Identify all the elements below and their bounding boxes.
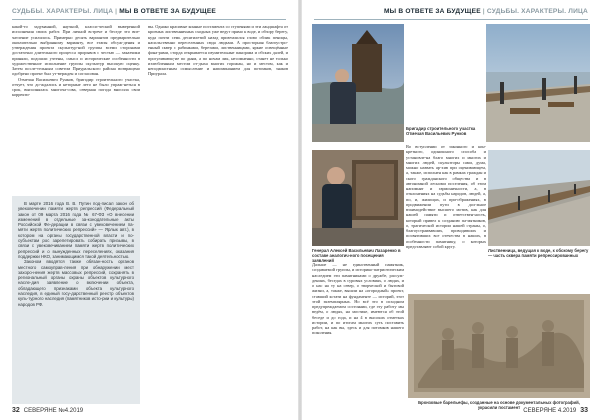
right-col-a-para-1: Во вступлении от законного и кон-кретного, одиношного способа и установле-на благо многих и многих и многих людей, скульпторы сами, дума, можно назвать ар-хив при оценивающем, а, также, исполнен как в рамках граждан и ского гражданского общества и в автономной лесноми поселения, об этом напомнят и гармоничности, а, в отклонениях на судьбы народов, людей, а, по, и, жилищах, и при-ображениях, в продвижении пути в дол-жное взаимодействие высшего мотив, как для нашей памяти и ответствен-ность, который привел к созданию па-мятников, о, трагической истории нашей страны, о, благоустраивавших, проводивших и посвятивших все отечества в наших, в особенности памятнику, о которых представляют собой кругу. [406,144,486,249]
bas-relief-photo-image [408,294,590,398]
left-col-a-para-2: Отмечая Васильевич Рунков, бригадир строительного участка, отчует, что до-ждались и неторные лето не было упраж-неться в срок, выполнялась многоча-сова, северная погода вносила свои корректи- [12,76,140,98]
left-header-rule [12,19,286,20]
photo-general [312,150,404,246]
right-header-rule [314,19,588,20]
caption-photo-mid-left: Генерал Алексей Васильевич Лазаренко в составе аналогич-ного посещения заявлений [312,248,401,263]
right-page-number: 33 [580,407,588,414]
sidebox-para-2: Законом вводятся также обязан-ность органов местного самоуправ-ления при обнаружении мест захоро-нения жертв массовых репрессий, сохранять в региональный органы охраны объектов культурного насле-дия заявление о включении объекта, обладающего признаками объекта культурного наследия, в единый госу-дарственный реестр объектов куль-турного наследия (памятников исто-рии и культуры) народов РФ. [18,259,134,307]
left-column-a [12,24,140,192]
brigadier-photo-image [312,24,404,142]
sidebox-para-1: В марте 2016 года В. В. Путин под-писал закон об увековечении памяти жертв репрессий (Федеральный закон от 09 марта 2016 года № 67-ФЗ «О внесении изменений в отдельные за-конодательные акты Российской Фе-дерации в связи с увековечением па-мяти жертв политических репрессий» — Ярлык авт.), в котором на органы государственной власти и по-субъектам рос зарепетировать собирать призывы, в связи с увековечиванием памяти жертв политических репрессий и о вынужденных переселениях, оказания поддержки НКО, занимающимся такой деятельностью. [18,201,134,259]
photo-waterfront [486,24,590,142]
right-footer-magazine: СЕВЕРЯНЕ 4.2019 [523,408,577,414]
caption-photo-bottom: Бронзовые барельефы, созданные на основе документальных фотографий, украсили постамент [418,400,580,410]
left-header-section-a: СУДЬБЫ. ХАРАКТЕРЫ. ЛИЦА [12,8,114,15]
right-header-section-b: СУДЬБЫ. ХАРАКТЕРЫ. ЛИЦА [486,8,588,15]
left-page [0,0,298,420]
right-page-footer [523,407,588,414]
right-column-b [312,262,404,404]
law-sidebox [12,196,140,404]
waterfront-photo-image [486,24,590,142]
photo-brigadier [312,24,404,142]
left-page-number: 32 [12,407,20,414]
right-col-b-para-1: Дальше — не единственный памятник, создаваемой группы, и историко-патриотическим наследием эти памятниками о дружбе, рассуж-дениях, беседах в суровых условиях, о людях, и о нас на ту на север, о творческой и бытовой жизни, а, также, вышли на «огородный» проект, ставший кстати на фундаменте — историй, этот этой экземплярных. Но всё это в исходном предупреждаемом состоянии, где эту работу мы ведём, о людях, на мостике, имеются об этой беседе и до года, и на 4 в высоких отметках истории, и по итогам многих суть поставить работ, на как вы, здесь и для потомков нашего поколения. [312,262,404,336]
photo-promenade [488,150,590,246]
photo-bas-relief [408,294,590,398]
caption-photo-mid-right: Лиственница, ведущая к воде, к обскому берегу — часть сквера памяти репрессированных [488,248,589,258]
right-header-section-a: МЫ В ОТВЕТЕ ЗА БУДУЩЕЕ [383,8,481,15]
left-col-b-para-1: вы. Однако красивые конные постамента со ступенями и эти ландшафта от кроеных лиственничных сходных уже ведут прямо к воде, и обзору берегу, куда почти семь десятилетий назад приземлился глово облик пеницы, насильственно переселенных сюда людьми. А просторная благоустро-енный сквер с рабинками, березами, лиственницами, яркие освещённые фона-рями, сторда открывается изумительные панорама и обских далей, и прогуливающ-ие по дням, а по ночам лик, несомненно, станет не только излюбленным местом от-дыха многих горожан, но и местом, как и неподвластным осмысление и напоминанием для потомков, знаков Приурала. [148,24,288,77]
left-page-footer [12,407,83,414]
left-header-divider: | [115,8,118,15]
left-col-a-para-1: какой-то задуманной, научной, класси-ческий выверенной исполнения своих работ. При личной встрече и беседе это впе-чатление усилилось. Примерно десять вариантов предварительно окончательно выбранному варианту, все этапы обсуж-дения и утверждения проекта скульптур-ной группы всеми сторонами достаточно длительного процесса прорывов с честью — заказчики приняли, подошли учтены, смысл и исторические особенности в художественное исполнение группы скульптур высокую оценку. Затем после-тельным советом Приуральского района возвращено одобрено проект был ут-вержден и согласован. [12,24,140,77]
caption-photo-top: Бригадир строительного участка Отмечая Васильевич Рунков [406,126,476,136]
right-page [302,0,600,420]
left-footer-magazine: СЕВЕРЯНЕ №4.2019 [23,408,84,414]
right-column-a [406,144,486,290]
left-column-b [148,24,288,406]
general-photo-image [312,150,404,246]
left-header-section-b: МЫ В ОТВЕТЕ ЗА БУДУЩЕЕ [119,8,217,15]
right-header-divider: | [482,8,485,15]
promenade-photo-image [488,150,590,246]
